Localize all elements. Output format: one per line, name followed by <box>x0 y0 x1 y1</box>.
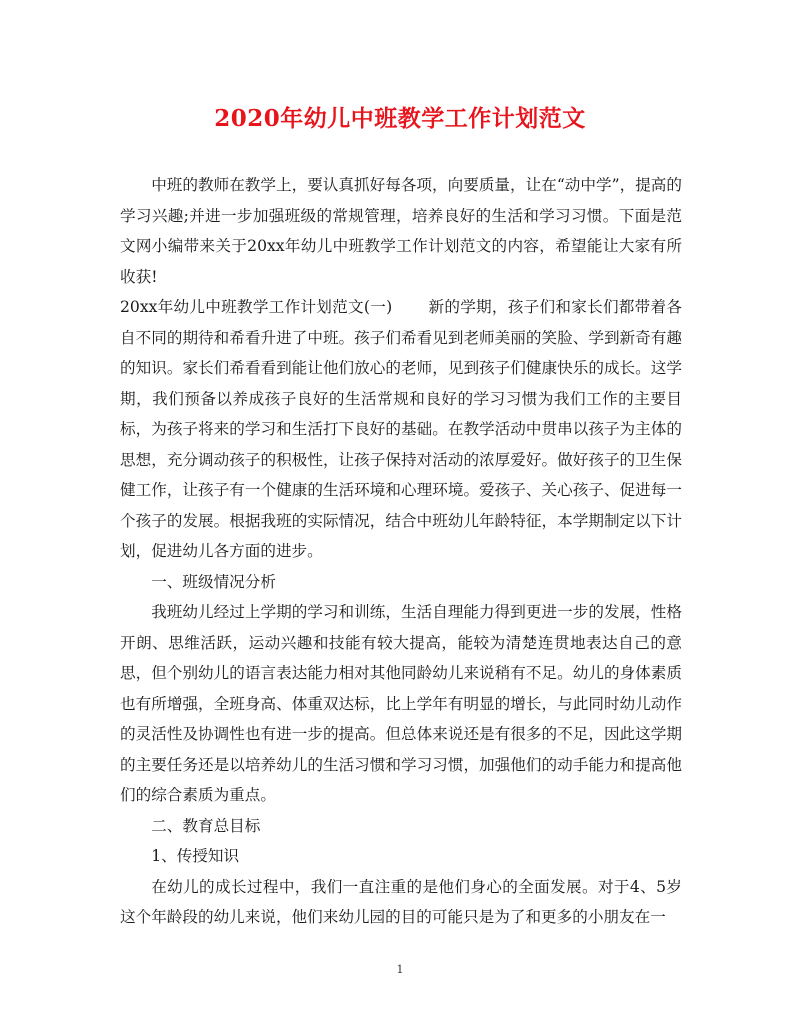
heading-education-goals: 二、教育总目标 <box>151 816 261 835</box>
heading-class-analysis: 一、班级情况分析 <box>151 572 276 591</box>
section-one-heading: 20xx年幼儿中班教学工作计划范文(一) <box>120 298 393 316</box>
intro-paragraph: 中班的教师在教学上，要认真抓好每各项，向要质量，让在“动中学”，提高的学习兴趣;并进一步加强班级的常规管理，培养良好的生活和学习习惯。下面是范文网小编带来关于20xx年幼儿中班教学工作计划范文的内容，希望能让大家有所收获! <box>120 176 682 286</box>
section-one-text: 新的学期，孩子们和家长们都带着各自不同的期待和希看升进了中班。孩子们希看见到老师美丽的笑脸、学到新奇有趣的知识。家长们希看看到能让他们放心的老师，见到孩子们健康快乐的成长。这学期，我们预备以养成孩子良好的生活常规和良好的学习习惯为我们工作的主要目标，为孩子将来的学习和生活打下良好的基础。在教学活动中贯串以孩子为主体的思想，充分调动孩子的积极性，让孩子保持对活动的浓厚爱好。做好孩子的卫生保健工作，让孩子有一个健康的生活环境和心理环境。爱孩子、关心孩子、促进每一个孩子的发展。根据我班的实际情况，结合中班幼儿年龄特征，本学期制定以下计划，促进幼儿各方面的进步。 <box>120 298 682 560</box>
section-one-paragraph <box>120 292 682 567</box>
document-body <box>120 170 682 933</box>
knowledge-paragraph: 在幼儿的成长过程中，我们一直注重的是他们身心的全面发展。对于4、5岁这个年龄段的幼儿来说，他们来幼儿园的目的可能只是为了和更多的小朋友在一 <box>120 877 682 926</box>
class-analysis-paragraph: 我班幼儿经过上学期的学习和训练，生活自理能力得到更进一步的发展，性格开朗、思维活跃，运动兴趣和技能有较大提高，能较为清楚连贯地表达自己的意思，但个别幼儿的语言表达能力相对其他同龄幼儿来说稍有不足。幼儿的身体素质也有所增强，全班身高、体重双达标，比上学年有明显的增长，与此同时幼儿动作的灵活性及协调性也有进一步的提高。但总体来说还是有很多的不足，因此这学期的主要任务还是以培养幼儿的生活习惯和学习习惯，加强他们的动手能力和提高他们的综合素质为重点。 <box>120 603 682 804</box>
page-number: 1 <box>396 963 404 976</box>
document-title: 2020年幼儿中班教学工作计划范文 <box>214 105 586 132</box>
heading-knowledge: 1、传授知识 <box>151 847 240 865</box>
